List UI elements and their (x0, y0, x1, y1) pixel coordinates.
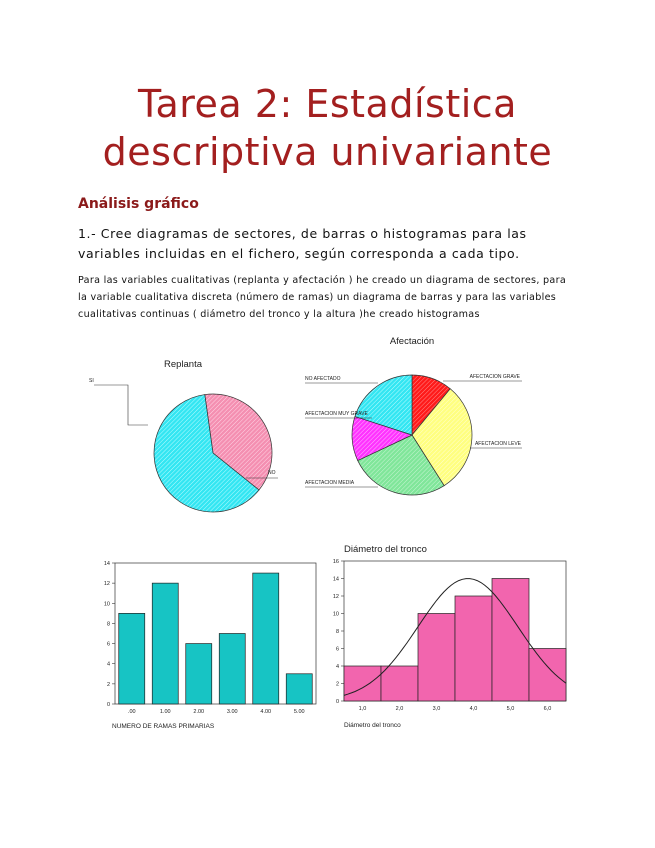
y-tick-label: 6 (106, 641, 110, 648)
slice-label: SI (89, 378, 94, 384)
histogram-bar (455, 596, 492, 701)
chart-title: Replanta (163, 359, 203, 370)
leader-line (94, 385, 148, 425)
x-axis-label: Diámetro del tronco (344, 722, 401, 729)
y-tick-label: 12 (332, 594, 339, 600)
x-tick-label: 1.00 (159, 709, 171, 715)
y-tick-label: 2 (335, 681, 339, 688)
x-tick-label: 5,0 (506, 706, 515, 712)
y-tick-label: 14 (332, 576, 339, 583)
y-tick-label: 4 (106, 661, 110, 668)
y-tick-label: 10 (332, 611, 339, 618)
title-line-1: Tarea 2: Estadística (138, 82, 517, 126)
y-tick-label: 10 (103, 601, 110, 608)
section-heading: Análisis gráfico (78, 196, 199, 212)
x-tick-label: 3.00 (226, 709, 238, 715)
histogram-bar (381, 666, 418, 701)
title-line-2: descriptiva univariante (102, 130, 553, 174)
y-tick-label: 16 (332, 559, 339, 565)
y-tick-label: 8 (106, 621, 110, 628)
y-tick-label: 0 (335, 699, 339, 705)
x-tick-label: 4,0 (469, 706, 478, 712)
x-tick-label: 2.00 (193, 709, 205, 715)
x-tick-label: 3,0 (432, 706, 441, 712)
y-tick-label: 14 (103, 561, 110, 567)
bar-4-00 (253, 573, 279, 704)
bar-2-00 (186, 644, 212, 704)
histogram-bar (418, 614, 455, 702)
slice-label: AFECTACION MUY GRAVE (305, 411, 368, 417)
x-tick-label: 5.00 (293, 709, 305, 715)
bar-5-00 (286, 674, 312, 704)
slice-label: AFECTACION MEDIA (305, 480, 355, 486)
plot-frame (115, 563, 316, 704)
x-tick-label: 6,0 (543, 706, 552, 712)
bar-1-00 (152, 583, 178, 704)
chart-title: Afectación (389, 336, 435, 347)
histogram-bar (344, 666, 381, 701)
histogram-bar (492, 579, 529, 702)
x-tick-label: 4.00 (260, 709, 272, 715)
bar-3-00 (219, 634, 245, 705)
x-tick-label: 1,0 (358, 706, 367, 712)
y-tick-label: 4 (335, 664, 339, 670)
y-tick-label: 0 (106, 702, 110, 708)
histogram-bar (529, 649, 566, 702)
x-tick-label: .00 (127, 709, 136, 715)
y-tick-label: 12 (103, 581, 110, 588)
slice-label: NO AFECTADO (305, 376, 341, 382)
x-axis-label: NUMERO DE RAMAS PRIMARIAS (112, 723, 215, 730)
bar-00 (119, 613, 145, 704)
x-tick-label: 2,0 (395, 706, 404, 712)
task-statement: 1.- Cree diagramas de sectores, de barras o histogramas para las variables incluidas en el fichero, según corresponda a cada tipo. (78, 226, 527, 261)
slice-label: AFECTACION LEVE (474, 441, 521, 447)
slice-label: NO (268, 470, 276, 476)
y-tick-label: 2 (106, 681, 110, 688)
answer-text: Para las variables cualitativas (replanta y afectación ) he creado un diagrama de sectores, para la variable cualitativa discreta (número de ramas) un diagrama de barras y para las variables cualitativas continuas ( diámetro del tronco y la altura )he creado histogramas (78, 275, 567, 320)
y-tick-label: 6 (335, 646, 339, 653)
chart-title: Diámetro del tronco (344, 544, 427, 555)
y-tick-label: 8 (335, 629, 339, 635)
slice-label: AFECTACION GRAVE (469, 374, 520, 380)
